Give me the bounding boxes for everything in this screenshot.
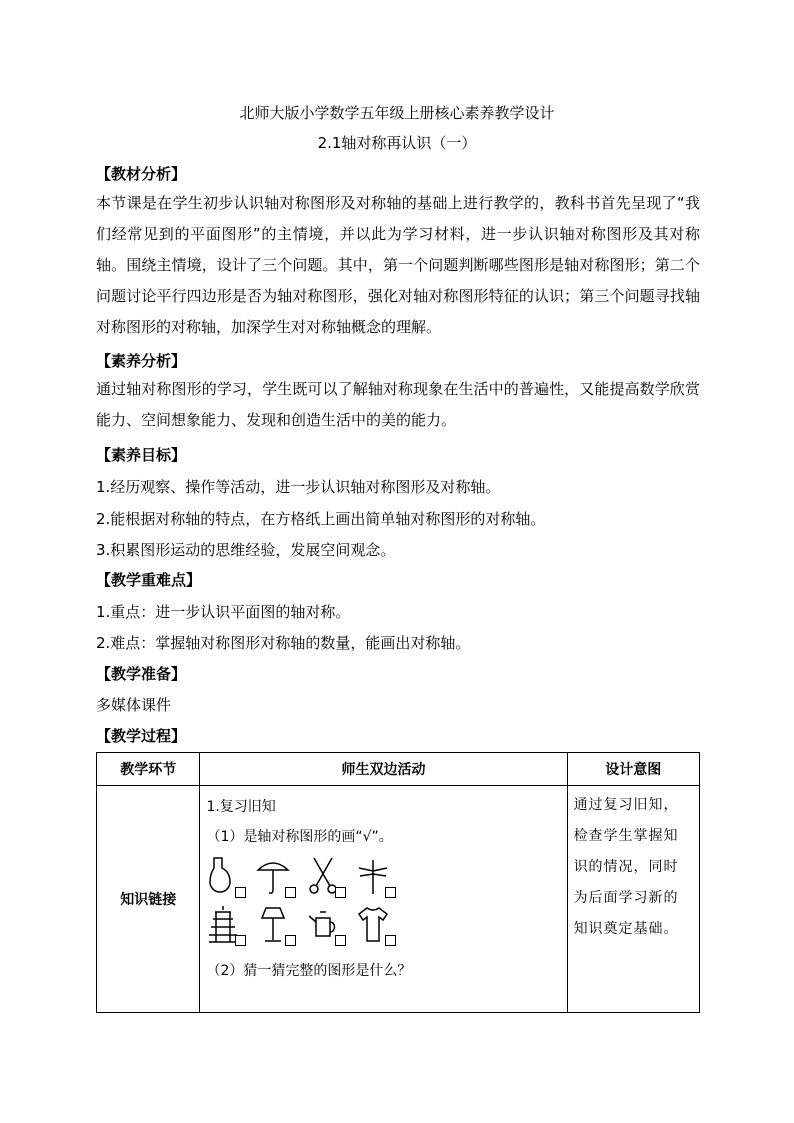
table-row [97,786,700,1013]
header-activity: 师生双边活动 [200,753,567,786]
literacy-heading: 【素养分析】 [96,352,187,370]
dragonfly-icon [356,856,398,900]
teapot-icon [306,904,348,948]
checkbox[interactable] [335,887,346,898]
checkbox[interactable] [235,887,246,898]
literacy-text: 通过轴对称图形的学习，学生既可以了解轴对称现象在生活中的普遍性，又能提高数学欣赏能力、空间想象能力、发现和创造生活中的美的能力。 [96,380,700,429]
keypoint-item: 2.难点：掌握轴对称图形对称轴的数量，能画出对称轴。 [96,634,471,652]
checkbox[interactable] [335,935,346,946]
header-intent: 设计意图 [567,753,699,786]
activity-line: 1.复习旧知 [206,799,276,815]
doc-subtitle: 2.1轴对称再认识（一） [317,134,477,152]
checkbox[interactable] [285,887,296,898]
goal-item: 1.经历观察、操作等活动，进一步认识轴对称图形及对称轴。 [96,478,501,496]
umbrella-icon [256,856,298,900]
prep-text: 多媒体课件 [96,696,172,714]
table-header-row [97,753,700,786]
analysis-text: 本节课是在学生初步认识轴对称图形及对称轴的基础上进行教学的，教科书首先呈现了“我们经常见到的平面图形”的主情境，并以此为学习材料，进一步认识轴对称图形及其对称轴。围绕主情境，设计了三个问题。其中，第一个问题判断哪些图形是轴对称图形；第二个问题讨论平行四边形是否为轴对称图形，强化对轴对称图形特征的认识；第三个问题寻找轴对称图形的对称轴，加深学生对对称轴概念的理解。 [96,194,700,336]
process-table [96,752,700,1013]
stage-cell: 知识链接 [97,786,200,1013]
header-stage: 教学环节 [97,753,200,786]
goal-item: 3.积累图形运动的思维经验，发展空间观念。 [96,541,396,559]
goals-heading: 【素养目标】 [96,446,187,464]
goal-item: 2.能根据对称轴的特点，在方格纸上画出简单轴对称图形的对称轴。 [96,510,546,528]
icon-row-2 [206,904,560,948]
doc-title: 北师大版小学数学五年级上册核心素养教学设计 [239,104,555,122]
keypoints-heading: 【教学重难点】 [96,571,202,589]
activity-line: （1）是轴对称图形的画“√”。 [206,829,393,845]
prep-heading: 【教学准备】 [96,665,187,683]
keypoint-item: 1.重点：进一步认识平面图的轴对称。 [96,603,351,621]
activity-line: （2）猜一猜完整的图形是什么？ [206,963,412,979]
activity-cell [200,786,567,1013]
process-heading: 【教学过程】 [96,727,187,745]
checkbox[interactable] [385,935,396,946]
icon-row-1 [206,856,560,900]
shirt-icon [356,904,398,948]
scissors-icon [306,856,348,900]
pagoda-icon [206,904,248,948]
vase-icon [206,856,248,900]
checkbox[interactable] [235,935,246,946]
analysis-heading: 【教材分析】 [96,165,187,183]
intent-cell: 通过复习旧知，检查学生掌握知识的情况，同时为后面学习新的知识奠定基础。 [567,786,699,1013]
checkbox[interactable] [285,935,296,946]
checkbox[interactable] [385,887,396,898]
lamp-icon [256,904,298,948]
